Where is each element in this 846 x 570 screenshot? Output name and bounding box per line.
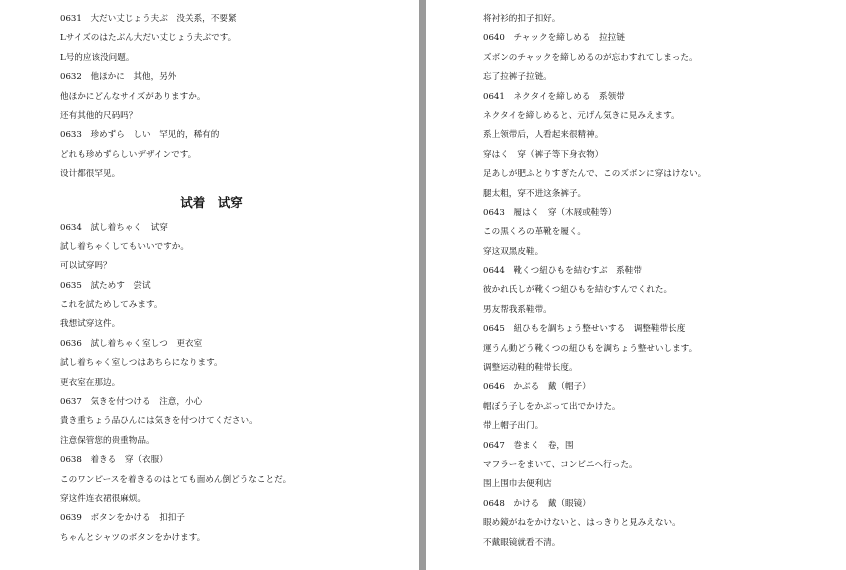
text-line: L号的应该没问题。 bbox=[60, 52, 135, 63]
text-line: 还有其他的尺码吗？ bbox=[60, 110, 138, 121]
text-line: 貴き重ちょう品ひんには気きを付つけてください。 bbox=[60, 416, 258, 427]
text-line: 0641 ネクタイを締しめる 系领带 bbox=[483, 91, 625, 102]
text-line: 穿这双黑皮鞋。 bbox=[483, 246, 544, 257]
text-line: 帽ぼう子しをかぶって出でかけた。 bbox=[483, 401, 621, 412]
text-line: 可以试穿吗？ bbox=[60, 261, 112, 272]
text-line: 0646 かぶる 戴（帽子） bbox=[483, 382, 591, 393]
left-page bbox=[0, 0, 419, 570]
text-line: 0648 かける 戴（眼镜） bbox=[483, 498, 591, 509]
text-line: 注意保管您的贵重物品。 bbox=[60, 435, 155, 446]
text-line: 将衬衫的扣子扣好。 bbox=[483, 14, 561, 24]
right-page bbox=[426, 0, 846, 570]
text-line: Lサイズのはたぶん大だい丈じょう夫ぶです。 bbox=[60, 33, 237, 44]
text-line: 不戴眼镜就看不清。 bbox=[483, 537, 561, 548]
text-line: これを試ためしてみます。 bbox=[60, 300, 163, 311]
text-line: マフラーをまいて、コンビニへ行った。 bbox=[483, 459, 638, 470]
right-entries bbox=[483, 10, 830, 553]
text-line: 他ほかにどんなサイズがありますか。 bbox=[60, 91, 206, 102]
text-line: 男友帮我系鞋带。 bbox=[483, 304, 552, 315]
text-line: 我想试穿这件。 bbox=[60, 319, 121, 330]
text-line: 足あしが肥ふとりすぎたんで、このズボンに穿はけない。 bbox=[483, 169, 707, 180]
text-line: 更衣室在那边。 bbox=[60, 377, 121, 388]
text-line: 0644 靴くつ紐ひもを結むすぶ 系鞋带 bbox=[483, 266, 642, 277]
left-entries-after-heading bbox=[60, 219, 403, 549]
text-line: 0640 チャックを締しめる 拉拉链 bbox=[483, 33, 625, 44]
text-line: 0637 気きを付つける 注意，小心 bbox=[60, 397, 203, 408]
section-heading: 试着 试穿 bbox=[180, 194, 243, 210]
text-line: 腿太粗，穿不进这条裤子。 bbox=[483, 188, 587, 199]
text-line: 0631 大だい丈じょう夫ぶ 没关系，不要紧 bbox=[60, 14, 237, 24]
text-line: 0639 ボタンをかける 扣扣子 bbox=[60, 513, 185, 524]
text-line: 0645 紐ひもを調ちょう整せいする 调整鞋带长度 bbox=[483, 324, 686, 335]
text-line: 0636 試し着ちゃく室しつ 更衣室 bbox=[60, 338, 203, 349]
text-line: 穿はく 穿（裤子等下身衣物） bbox=[483, 149, 604, 160]
text-line: 设计都很罕见。 bbox=[60, 169, 121, 180]
text-line: 带上帽子出门。 bbox=[483, 421, 544, 432]
text-line: どれも珍めずらしいデザインです。 bbox=[60, 149, 197, 160]
text-line: 0647 巻まく 卷，围 bbox=[483, 440, 574, 451]
text-line: 眼め鏡がねをかけないと、はっきりと見みえない。 bbox=[483, 518, 681, 529]
text-line: 試し着ちゃく室しつはあちらになります。 bbox=[60, 358, 223, 369]
text-line: ズボンのチャックを締しめるのが忘わすれてしまった。 bbox=[483, 52, 698, 63]
text-line: 0632 他ほかに 其他，另外 bbox=[60, 72, 177, 83]
text-line: 0633 珍めずら しい 罕见的，稀有的 bbox=[60, 130, 220, 141]
text-line: 0638 着きる 穿（衣服） bbox=[60, 455, 168, 466]
text-line: 0634 試し着ちゃく 试穿 bbox=[60, 222, 168, 233]
text-line: 系上领带后，人看起来很精神。 bbox=[483, 130, 604, 141]
text-line: 调整运动鞋的鞋带长度。 bbox=[483, 363, 578, 374]
text-line: このワンピースを着きるのはとても面めん倒どうなことだ。 bbox=[60, 474, 292, 485]
text-line: 彼かれ氏しが靴くつ紐ひもを結むすんでくれた。 bbox=[483, 285, 673, 296]
text-line: ネクタイを締しめると、元げん気きに見みえます。 bbox=[483, 110, 680, 121]
text-line: 穿这件连衣裙很麻烦。 bbox=[60, 493, 146, 504]
text-line: 試し着ちゃくしてもいいですか。 bbox=[60, 241, 189, 252]
text-line: 0635 試ためす 尝试 bbox=[60, 280, 151, 291]
text-line: 忘了拉裤子拉链。 bbox=[483, 72, 552, 83]
text-line: 0643 履はく 穿（木屐或鞋等） bbox=[483, 207, 617, 218]
left-entries-before-heading bbox=[60, 10, 403, 185]
text-line: 围上围巾去便利店 bbox=[483, 479, 552, 490]
text-line: この黒くろの革靴を履く。 bbox=[483, 227, 586, 238]
text-line: ちゃんとシャツのボタンをかけます。 bbox=[60, 532, 206, 543]
text-line: 運うん動どう靴くつの紐ひもを調ちょう整せいします。 bbox=[483, 343, 698, 354]
